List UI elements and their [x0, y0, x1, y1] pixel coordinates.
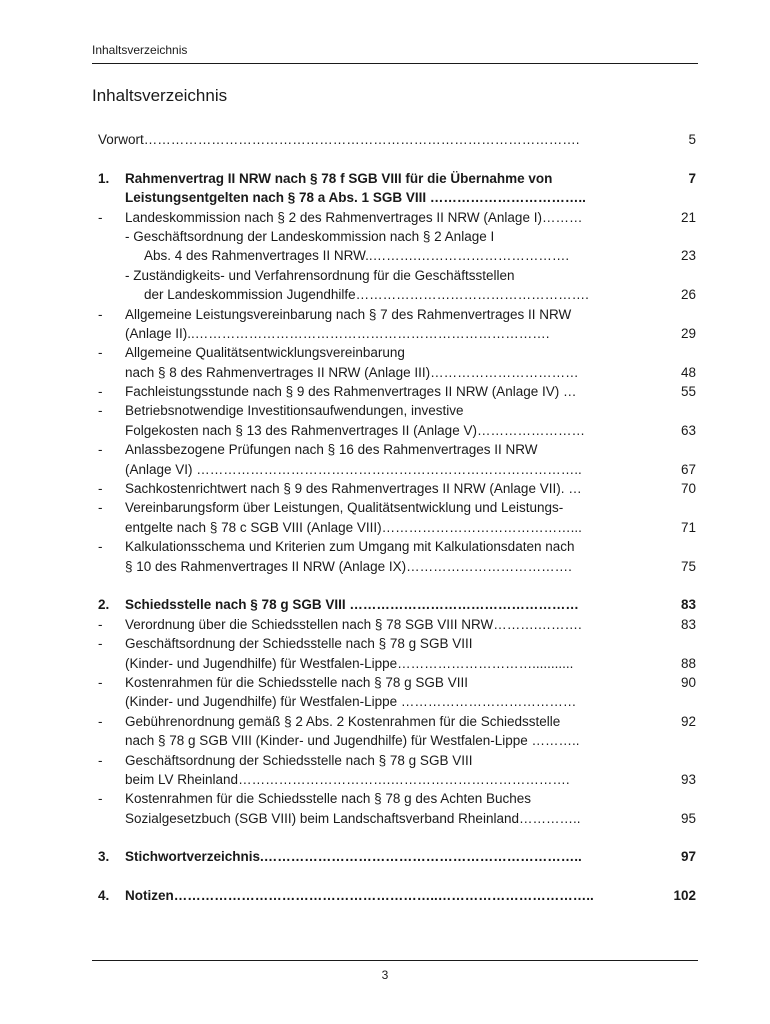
toc-entry-text: Vorwort……………………………………………………………………………………. — [98, 132, 580, 147]
toc-page-number: 55 — [680, 384, 696, 400]
toc-entry-text: Folgekosten nach § 13 des Rahmenvertrages II (Anlage V)…………………… — [125, 422, 585, 438]
toc-entry[interactable] — [92, 266, 698, 285]
toc-entry[interactable] — [92, 537, 698, 556]
toc-bullet: - — [98, 403, 103, 419]
toc-entry-text: Fachleistungsstunde nach § 9 des Rahmenvertrages II NRW (Anlage IV) … — [125, 384, 577, 400]
toc-entry-text: Kostenrahmen für die Schiedsstelle nach § 78 g des Achten Buches — [125, 791, 532, 807]
toc-entry[interactable] — [92, 654, 698, 673]
toc-gap — [92, 828, 698, 847]
toc-entry[interactable] — [92, 673, 698, 692]
toc-entry[interactable] — [92, 188, 698, 207]
toc-bullet: - — [98, 539, 103, 555]
toc-entry[interactable] — [92, 731, 698, 750]
toc-bullet: - — [98, 384, 103, 400]
toc-bullet: - — [98, 752, 103, 768]
toc-entry-text: entgelte nach § 78 c SGB VIII (Anlage VIII)……………………………………... — [125, 519, 582, 535]
toc-number: 3. — [98, 849, 110, 865]
toc-entry-text: Leistungsentgelten nach § 78 a Abs. 1 SGB VIII …………………………….. — [125, 190, 586, 206]
toc-gap — [92, 867, 698, 886]
toc-number: 1. — [98, 170, 110, 186]
toc-page-number: 7 — [688, 170, 696, 186]
toc-bullet: - — [98, 791, 103, 807]
toc-entry-text: nach § 78 g SGB VIII (Kinder- und Jugendhilfe) für Westfalen-Lippe ……….. — [125, 733, 580, 749]
toc-entry-text: (Kinder- und Jugendhilfe) für Westfalen-Lippe ………………………………… — [125, 694, 577, 710]
toc-bullet: - — [98, 636, 103, 652]
toc-entry[interactable] — [92, 130, 698, 149]
toc-entry[interactable] — [92, 498, 698, 517]
toc-bullet: - — [98, 442, 103, 458]
toc-entry-text: - Zuständigkeits- und Verfahrensordnung für die Geschäftsstellen — [125, 267, 515, 283]
toc-entry-text: Schiedsstelle nach § 78 g SGB VIII …………………………………………… — [125, 597, 579, 613]
toc-gap — [92, 576, 698, 595]
toc-entry-text: Landeskommission nach § 2 des Rahmenvertrages II NRW (Anlage I)……… — [125, 209, 583, 225]
toc-entry[interactable] — [92, 751, 698, 770]
toc-entry[interactable] — [92, 440, 698, 459]
toc-entry-text: Betriebsnotwendige Investitionsaufwendungen, investive — [125, 403, 464, 419]
toc-entry[interactable] — [92, 692, 698, 711]
toc-entry-text: der Landeskommission Jugendhilfe……………………………………………. — [144, 287, 589, 303]
toc-page-number: 71 — [680, 519, 696, 535]
footer-rule — [92, 960, 698, 961]
toc-entry[interactable] — [92, 169, 698, 188]
header-rule — [92, 63, 698, 64]
toc-page-number: 88 — [680, 655, 696, 671]
toc-bullet: - — [98, 500, 103, 516]
toc-bullet: - — [98, 306, 103, 322]
toc-entry-text: nach § 8 des Rahmenvertrages II NRW (Anlage III)…………………………… — [125, 364, 579, 380]
toc-entry-text: Geschäftsordnung der Schiedsstelle nach § 78 g SGB VIII — [125, 752, 473, 768]
toc-page-number: 26 — [680, 287, 696, 303]
toc-page-number: 21 — [680, 209, 696, 225]
toc-entry[interactable] — [92, 789, 698, 808]
toc-entry[interactable] — [92, 382, 698, 401]
toc-entry[interactable] — [92, 712, 698, 731]
toc-entry[interactable] — [92, 595, 698, 614]
toc-page-number: 95 — [680, 810, 696, 826]
toc-gap — [92, 149, 698, 168]
toc-entry[interactable] — [92, 324, 698, 343]
toc-page-number: 90 — [680, 674, 696, 690]
toc-bullet: - — [98, 481, 103, 497]
toc-entry-text: Allgemeine Leistungsvereinbarung nach § 7 des Rahmenvertrages II NRW — [125, 306, 572, 322]
toc-entry[interactable] — [92, 479, 698, 498]
toc-number: 4. — [98, 888, 110, 904]
toc-entry-text: Sachkostenrichtwert nach § 9 des Rahmenvertrages II NRW (Anlage VII). … — [125, 481, 582, 497]
toc-entry-text: Gebührenordnung gemäß § 2 Abs. 2 Kostenrahmen für die Schiedsstelle — [125, 713, 561, 729]
toc-entry-text: Notizen…………………………………………………..…………………………….. — [125, 888, 594, 904]
toc-entry-text: - Geschäftsordnung der Landeskommission nach § 2 Anlage I — [125, 228, 495, 244]
toc-bullet: - — [98, 209, 103, 225]
toc-page-number: 93 — [680, 771, 696, 787]
toc-page-number: 75 — [680, 558, 696, 574]
toc-entry[interactable] — [92, 557, 698, 576]
toc-bullet: - — [98, 674, 103, 690]
toc-entry[interactable] — [92, 343, 698, 362]
toc-page-number: 97 — [680, 849, 696, 865]
toc-page-number: 92 — [680, 713, 696, 729]
toc-entry-text: Rahmenvertrag II NRW nach § 78 f SGB VIII für die Übernahme von — [125, 170, 553, 186]
toc-entry[interactable] — [92, 285, 698, 304]
toc-entry[interactable] — [92, 246, 698, 265]
toc-page-number: 67 — [680, 461, 696, 477]
toc-entry[interactable] — [92, 634, 698, 653]
toc-entry[interactable] — [92, 847, 698, 866]
toc-entry-text: Sozialgesetzbuch (SGB VIII) beim Landschaftsverband Rheinland………….. — [125, 810, 581, 826]
page-number: 3 — [381, 968, 389, 982]
toc-entry[interactable] — [92, 886, 698, 905]
toc-bullet: - — [98, 345, 103, 361]
running-header: Inhaltsverzeichnis — [92, 43, 188, 57]
toc-number: 2. — [98, 597, 110, 613]
toc-entry-text: Vereinbarungsform über Leistungen, Qualitätsentwicklung und Leistungs- — [125, 500, 564, 516]
toc-entry[interactable] — [92, 363, 698, 382]
toc-entry-text: Verordnung über die Schiedsstellen nach § 78 SGB VIII NRW……….………. — [125, 616, 582, 632]
toc-page-number: 48 — [680, 364, 696, 380]
toc-list — [92, 130, 698, 906]
toc-entry[interactable] — [92, 518, 698, 537]
toc-entry[interactable] — [92, 401, 698, 420]
toc-page-number: 83 — [680, 616, 696, 632]
toc-page-number: 83 — [680, 597, 696, 613]
toc-heading: Inhaltsverzeichnis — [92, 86, 228, 105]
toc-entry[interactable] — [92, 421, 698, 440]
toc-page-number: 5 — [688, 132, 696, 147]
toc-entry-text: beim LV Rheinland…………………………….…………………………………. — [125, 771, 570, 787]
toc-entry-text: Abs. 4 des Rahmenvertrages II NRW..……….……………………………. — [144, 248, 570, 264]
toc-entry-text: Geschäftsordnung der Schiedsstelle nach § 78 g SGB VIII — [125, 636, 473, 652]
toc-entry-text: (Anlage VI) ………………………………………………………………………….. — [125, 461, 582, 477]
toc-entry-text: Allgemeine Qualitätsentwicklungsvereinbarung — [125, 345, 405, 361]
toc-entry[interactable] — [92, 770, 698, 789]
toc-page-number: 63 — [680, 422, 696, 438]
toc-entry-text: Stichwortverzeichnis.…………………………………………………………….. — [125, 849, 582, 865]
toc-bullet: - — [98, 616, 103, 632]
toc-entry-text: Anlassbezogene Prüfungen nach § 16 des Rahmenvertrages II NRW — [125, 442, 538, 458]
toc-entry[interactable] — [92, 227, 698, 246]
toc-entry-text: Kalkulationsschema und Kriterien zum Umgang mit Kalkulationsdaten nach — [125, 539, 575, 555]
toc-entry-text: (Anlage II)..……………………………………………………………………. — [125, 325, 550, 341]
toc-entry[interactable] — [92, 460, 698, 479]
toc-entry-text: Kostenrahmen für die Schiedsstelle nach § 78 g SGB VIII — [125, 674, 468, 690]
toc-bullet: - — [98, 713, 103, 729]
toc-entry[interactable] — [92, 809, 698, 828]
toc-entry[interactable] — [92, 615, 698, 634]
toc-entry-text: (Kinder- und Jugendhilfe) für Westfalen-Lippe…………………………........... — [125, 655, 574, 671]
toc-page-number: 23 — [680, 248, 696, 264]
toc-page-number: 70 — [680, 481, 696, 497]
toc-page-number: 29 — [680, 325, 696, 341]
toc-entry-text: § 10 des Rahmenvertrages II NRW (Anlage IX)………………………………. — [125, 558, 572, 574]
toc-entry[interactable] — [92, 208, 698, 227]
toc-entry[interactable] — [92, 305, 698, 324]
toc-page-number: 102 — [673, 888, 696, 904]
